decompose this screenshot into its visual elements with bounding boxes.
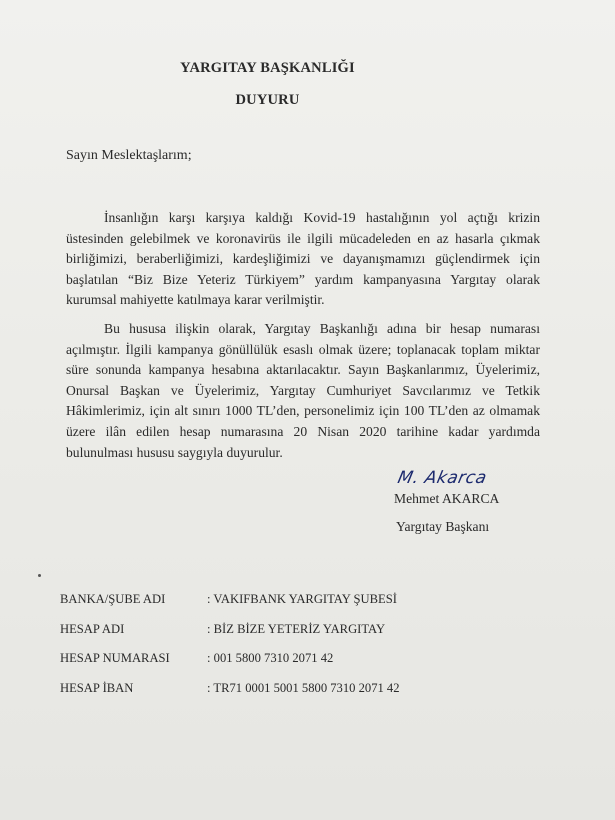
bank-info-label: BANKA/ŞUBE ADI <box>60 592 166 606</box>
bank-info-value: : VAKIFBANK YARGITAY ŞUBESİ <box>207 592 397 606</box>
bank-info-label: HESAP NUMARASI <box>60 651 170 665</box>
paper-mark <box>38 574 41 577</box>
signatory-title: Yargıtay Başkanı <box>396 519 490 534</box>
paragraph-1: İnsanlığın karşı karşıya kaldığı Kovid-19 hastalığının yol açtığı krizin üstesinden gelebilmek ve koronavirüs ile ilgili mücadeleden en az hasarla çıkmak birliğimizi, beraberliğimizi, kardeşliğimizi ve dayanışmamızı güçlendirmek için başlatılan “Biz Bize Yeteriz Türkiyem” yardım kampanyasına Yargıtay olarak kurumsal mahiyette katılmaya karar verilmiştir. <box>66 210 540 308</box>
announcement-title: DUYURU <box>235 92 300 108</box>
bank-info-value: : TR71 0001 5001 5800 7310 2071 42 <box>207 680 400 695</box>
paragraph-2: Bu hususa ilişkin olarak, Yargıtay Başkanlığı adına bir hesap numarası açılmıştır. İlgili kampanya gönüllülük esaslı olmak üzere; toplanacak toplam miktar süre sonunda kampanya hesabına aktarılacaktır. Sayın Başkanlarımız, Üyelerimiz, Onursal Başkan ve Üyelerimiz, Yargıtay Cumhuriyet Savcılarımız ve Tetkik Hâkimlerimiz, için alt sınırı 1000 TL’den, personelimiz için 100 TL’den az olmamak üzere ilân edilen hesap numarasına 20 Nisan 2020 tarihine kadar yardımda bulunulması hususu saygıyla duyurulur. <box>66 321 540 460</box>
handwritten-signature: M. Akarca <box>395 468 489 488</box>
bank-info-label: HESAP ADI <box>60 621 125 636</box>
bank-info-value: : BİZ BİZE YETERİZ YARGITAY <box>207 621 386 636</box>
signatory-name: Mehmet AKARCA <box>394 491 500 506</box>
salutation: Sayın Meslektaşlarım; <box>66 148 192 163</box>
bank-info-label: HESAP İBAN <box>60 680 134 695</box>
bank-info-value: : 001 5800 7310 2071 42 <box>207 651 334 665</box>
institution-title: YARGITAY BAŞKANLIĞI <box>180 60 355 76</box>
